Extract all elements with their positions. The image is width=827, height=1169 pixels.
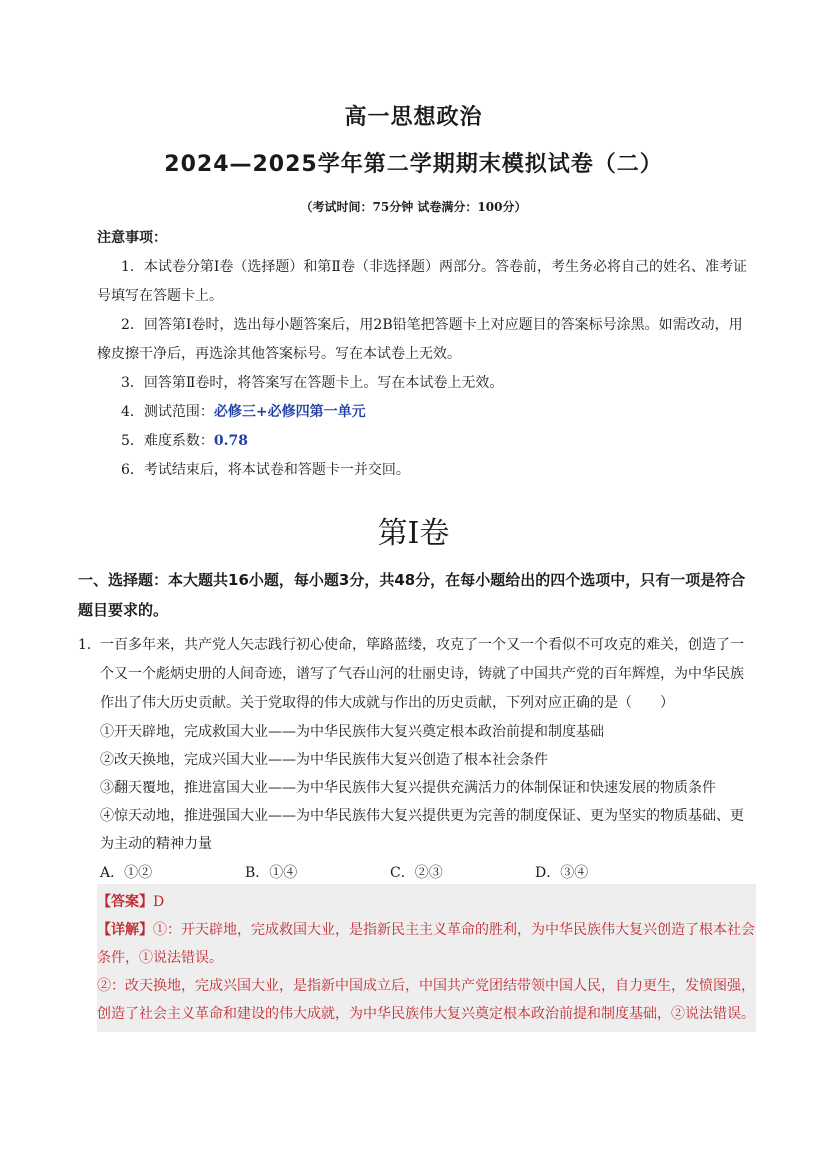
notice-item-difficulty (97, 427, 755, 456)
statement: ②改天换地，完成兴国大业——为中华民族伟大复兴创造了根本社会条件 (100, 752, 548, 768)
notice-item: 1．本试卷分第Ⅰ卷（选择题）和第Ⅱ卷（非选择题）两部分。答卷前，考生务必将自己的姓名、准考证号填写在答题卡上。 (97, 259, 747, 304)
question-1 (78, 631, 756, 888)
option-c: C．②③ (390, 865, 443, 881)
scope-label: 4．测试范围： (121, 404, 214, 420)
question-text: 一百多年来，共产党人矢志践行初心使命，筚路蓝缕，攻克了一个又一个看似不可攻克的难关，创造了一个又一个彪炳史册的人间奇迹，谱写了气吞山河的壮丽史诗，铸就了中国共产党的百年辉煌，为中华民族作出了伟大历史贡献。关于党取得的伟大成就与作出的历史贡献，下列对应正确的是（ ） (100, 637, 744, 711)
detail-label: 【详解】 (97, 922, 153, 938)
exam-subject-title: 高一思想政治 (344, 105, 483, 130)
statement: ④惊天动地，推进强国大业——为中华民族伟大复兴提供更为完善的制度保证、更为坚实的物质基础、更为主动的精神力量 (100, 808, 744, 852)
notice-item-scope (97, 398, 755, 427)
exam-title: 2024—2025学年第二学期期末模拟试卷（二） (164, 152, 663, 177)
difficulty-label: 5．难度系数： (121, 433, 214, 449)
answer-explanation-box (97, 884, 756, 1032)
option-a: A．①② (100, 865, 153, 881)
question-number: 1． (78, 637, 101, 653)
answer-line (97, 888, 756, 916)
notice-item: 3．回答第Ⅱ卷时，将答案写在答题卡上。写在本试卷上无效。 (121, 375, 504, 391)
statement: ①开天辟地，完成救国大业——为中华民族伟大复兴奠定根本政治前提和制度基础 (100, 724, 604, 740)
section-title: 第Ⅰ卷 (377, 516, 450, 551)
notice-heading: 注意事项： (97, 230, 167, 246)
notice-item: 6．考试结束后，将本试卷和答题卡一并交回。 (121, 462, 410, 478)
option-b: B．①④ (245, 865, 298, 881)
notice-item: 2．回答第Ⅰ卷时，选出每小题答案后，用2B铅笔把答题卡上对应题目的答案标号涂黑。如需改动，用橡皮擦干净后，再选涂其他答案标号。写在本试卷上无效。 (97, 317, 743, 362)
option-d: D．③④ (535, 865, 589, 881)
scope-value: 必修三+必修四第一单元 (213, 404, 366, 420)
question-stem (78, 631, 756, 718)
statement-list (100, 718, 756, 858)
exam-info: （考试时间：75分钟 试卷满分：100分） (300, 200, 527, 214)
detail-text-2: ②：改天换地，完成兴国大业，是指新中国成立后，中国共产党团结带领中国人民，自力更生，发愤图强，创造了社会主义革命和建设的伟大成就，为中华民族伟大复兴奠定根本政治前提和制度基础，②说法错误。 (97, 978, 755, 1022)
detail-text: ①：开天辟地，完成救国大业，是指新民主主义革命的胜利，为中华民族伟大复兴创造了根本社会条件，①说法错误。 (97, 922, 755, 966)
answer-label: 【答案】 (97, 894, 153, 910)
difficulty-value: 0.78 (213, 433, 249, 449)
answer-value: D (153, 894, 165, 910)
part-heading: 一、选择题：本大题共16小题，每小题3分，共48分，在每小题给出的四个选项中，只有一项是符合题目要求的。 (78, 571, 746, 619)
notice-list (97, 253, 755, 485)
detail-line (97, 916, 756, 972)
statement: ③翻天覆地，推进富国大业——为中华民族伟大复兴提供充满活力的体制保证和快速发展的物质条件 (100, 780, 716, 796)
